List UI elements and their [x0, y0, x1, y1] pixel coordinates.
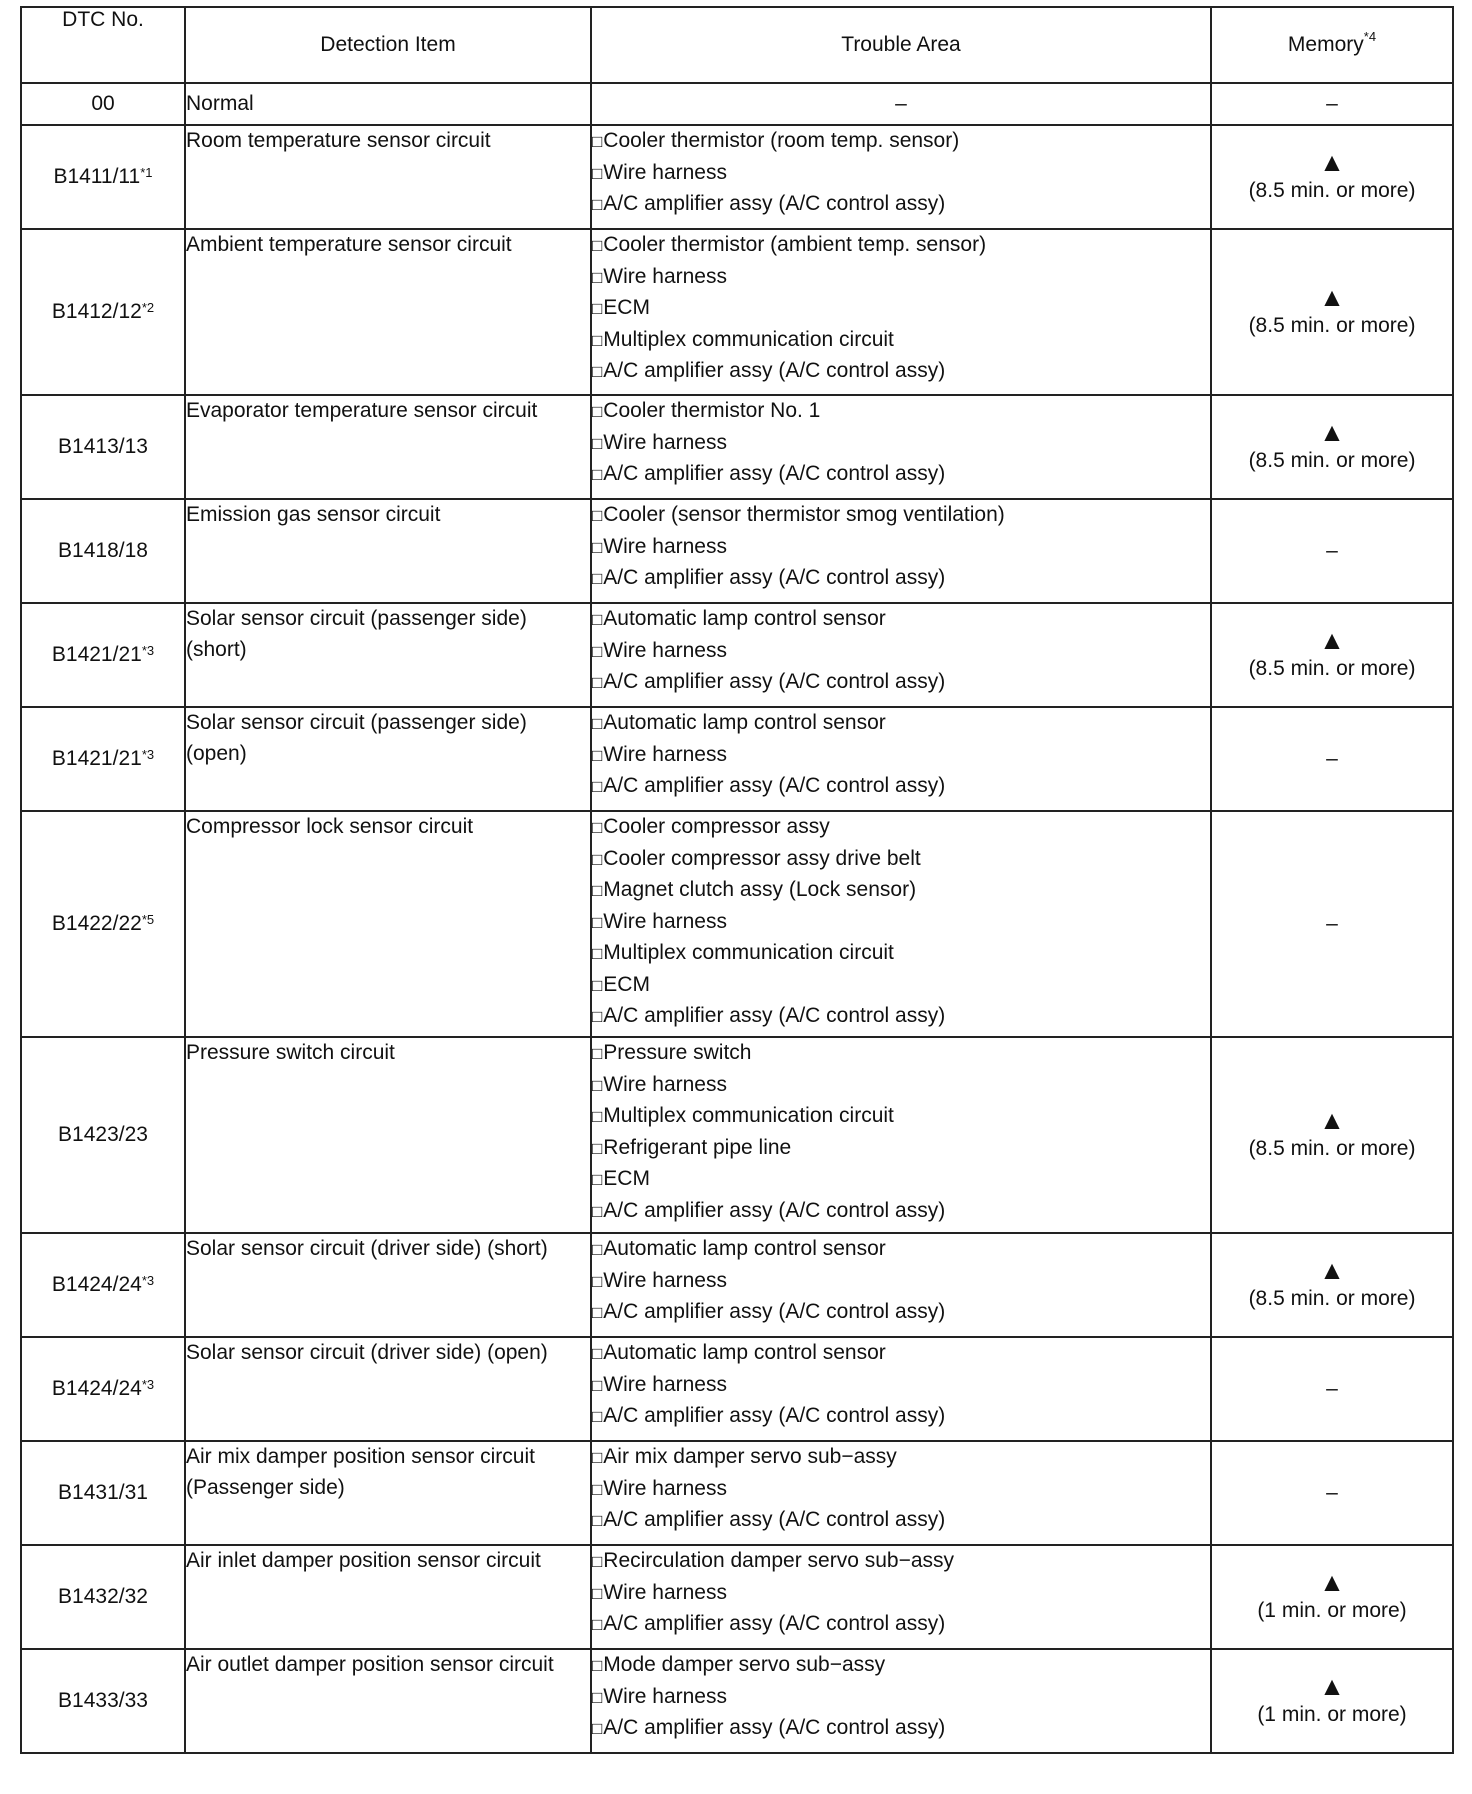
trouble-area-text: A/C amplifier assy (A/C control assy) — [603, 1404, 946, 1427]
detection-item-text: Evaporator temperature sensor circuit — [186, 399, 538, 422]
trouble-area-text: ECM — [603, 296, 650, 319]
dtc-note: *3 — [141, 642, 155, 658]
checkbox-icon: □ — [592, 777, 603, 796]
checkbox-icon: □ — [592, 1656, 603, 1675]
dtc-code: B1412/12 — [51, 299, 142, 323]
trouble-area-text: A/C amplifier assy (A/C control assy) — [603, 566, 946, 589]
detection-item-cell — [185, 1233, 591, 1337]
table-row — [21, 499, 1453, 603]
memory-dash: – — [1326, 911, 1338, 935]
dtc-code: B1421/21 — [51, 642, 142, 666]
detection-item-text: Solar sensor circuit (driver side) (open) — [186, 1341, 548, 1364]
detection-item-cell — [185, 1037, 591, 1233]
trouble-area-item — [592, 262, 1210, 294]
detection-item-text: Air outlet damper position sensor circuit — [186, 1653, 554, 1676]
trouble-area-item — [592, 907, 1210, 939]
table-row — [21, 1233, 1453, 1337]
checkbox-icon: □ — [592, 1107, 603, 1126]
dtc-code-cell — [21, 707, 185, 811]
trouble-area-text: Cooler thermistor No. 1 — [603, 399, 821, 422]
memory-dash: – — [1326, 91, 1338, 115]
dtc-code: 00 — [91, 91, 115, 115]
dtc-code-cell — [21, 125, 185, 229]
trouble-area-cell — [591, 707, 1211, 811]
trouble-area-text: A/C amplifier assy (A/C control assy) — [603, 1612, 946, 1635]
trouble-area-text: A/C amplifier assy (A/C control assy) — [603, 1508, 946, 1531]
trouble-area-item — [592, 1713, 1210, 1745]
memory-cell — [1211, 1649, 1453, 1753]
trouble-area-item — [592, 1609, 1210, 1641]
dtc-note: *2 — [141, 299, 155, 315]
dtc-code-cell — [21, 499, 185, 603]
table-row — [21, 125, 1453, 229]
detection-item-cell — [185, 83, 591, 125]
trouble-area-text: Multiplex communication circuit — [603, 327, 894, 351]
checkbox-icon: □ — [592, 132, 603, 151]
memory-dash: – — [1326, 1376, 1338, 1400]
checkbox-icon: □ — [592, 1138, 603, 1158]
trouble-area-text: A/C amplifier assy (A/C control assy) — [603, 359, 946, 382]
dtc-code-cell — [21, 1337, 185, 1441]
trouble-area-text: A/C amplifier assy (A/C control assy) — [603, 1198, 946, 1222]
table-row — [21, 229, 1453, 395]
trouble-area-item — [592, 1234, 1210, 1266]
dtc-code: B1411/11 — [53, 164, 141, 188]
triangle-icon: ▲ — [1319, 281, 1345, 312]
table-row — [21, 603, 1453, 707]
trouble-area-item — [592, 230, 1210, 262]
trouble-area-text: Air mix damper servo sub−assy — [603, 1445, 897, 1468]
trouble-area-item — [592, 970, 1210, 1002]
trouble-area-item — [592, 1038, 1210, 1070]
trouble-area-text: Pressure switch — [603, 1041, 752, 1064]
triangle-icon: ▲ — [1319, 1566, 1345, 1597]
detection-item-cell — [185, 603, 591, 707]
trouble-area-item — [592, 1164, 1210, 1196]
trouble-area-item — [592, 1297, 1210, 1329]
trouble-area-cell — [591, 603, 1211, 707]
memory-dash: – — [1326, 746, 1338, 770]
checkbox-icon: □ — [592, 1407, 603, 1426]
checkbox-icon: □ — [592, 195, 603, 214]
dtc-note: *5 — [141, 911, 155, 927]
checkbox-icon: □ — [592, 465, 603, 484]
detection-item-cell — [185, 125, 591, 229]
detection-item-cell — [185, 811, 591, 1037]
table-row — [21, 83, 1453, 125]
trouble-area-text: A/C amplifier assy (A/C control assy) — [603, 1004, 946, 1027]
trouble-area-item — [592, 1133, 1210, 1165]
trouble-area-text: Cooler thermistor (ambient temp. sensor) — [603, 233, 987, 256]
trouble-area-cell — [591, 1233, 1211, 1337]
checkbox-icon: □ — [592, 433, 603, 453]
detection-item-text: Solar sensor circuit (driver side) (short) — [186, 1237, 548, 1260]
trouble-area-text: Automatic lamp control sensor — [603, 607, 886, 630]
checkbox-icon: □ — [592, 849, 603, 869]
trouble-area-cell — [591, 1545, 1211, 1649]
trouble-area-text: A/C amplifier assy (A/C control assy) — [603, 774, 946, 797]
trouble-area-text: Mode damper servo sub−assy — [603, 1653, 886, 1676]
memory-cell — [1211, 229, 1453, 395]
trouble-area-item — [592, 1001, 1210, 1033]
memory-duration: (8.5 min. or more) — [1248, 178, 1416, 202]
trouble-area-item — [592, 158, 1210, 190]
trouble-area-item — [592, 708, 1210, 740]
trouble-area-text: Cooler compressor assy — [603, 815, 830, 838]
table-row — [21, 395, 1453, 499]
trouble-area-text: Wire harness — [603, 1476, 727, 1500]
trouble-area-item — [592, 1505, 1210, 1537]
triangle-icon: ▲ — [1319, 624, 1345, 655]
triangle-icon: ▲ — [1319, 1254, 1345, 1285]
trouble-area-cell — [591, 811, 1211, 1037]
checkbox-icon: □ — [592, 1240, 603, 1259]
checkbox-icon: □ — [592, 569, 603, 588]
header-memory-label: Memory — [1287, 33, 1364, 56]
trouble-area-item — [592, 1650, 1210, 1682]
dtc-code: B1423/23 — [58, 1122, 148, 1146]
detection-item-cell — [185, 395, 591, 499]
trouble-area-text: Wire harness — [603, 638, 727, 662]
trouble-area-text: Cooler thermistor (room temp. sensor) — [603, 129, 960, 152]
detection-item-cell — [185, 707, 591, 811]
trouble-area-text: Cooler compressor assy drive belt — [603, 846, 921, 870]
table-row — [21, 1649, 1453, 1753]
checkbox-icon: □ — [592, 673, 603, 692]
table-body — [21, 83, 1453, 1753]
table-row — [21, 1037, 1453, 1233]
table-row — [21, 1545, 1453, 1649]
memory-duration: (1 min. or more) — [1257, 1702, 1407, 1726]
dtc-code: B1421/21 — [51, 746, 142, 770]
checkbox-icon: □ — [592, 1448, 603, 1467]
trouble-area-item — [592, 844, 1210, 876]
trouble-area-item — [592, 459, 1210, 491]
checkbox-icon: □ — [592, 1201, 603, 1221]
checkbox-icon: □ — [592, 912, 603, 932]
trouble-area-dash: – — [895, 91, 907, 115]
header-trouble-area: Trouble Area — [591, 7, 1211, 83]
memory-cell — [1211, 1545, 1453, 1649]
trouble-area-text: Magnet clutch assy (Lock sensor) — [603, 878, 917, 901]
dtc-code: B1424/24 — [51, 1376, 142, 1400]
trouble-area-cell — [591, 83, 1211, 125]
trouble-area-item — [592, 1442, 1210, 1474]
trouble-area-item — [592, 532, 1210, 564]
dtc-code: B1418/18 — [58, 538, 148, 562]
trouble-area-item — [592, 500, 1210, 532]
trouble-area-cell — [591, 499, 1211, 603]
dtc-code: B1431/31 — [58, 1480, 148, 1504]
dtc-code: B1433/33 — [58, 1688, 148, 1712]
checkbox-icon: □ — [592, 299, 603, 318]
trouble-area-text: Wire harness — [603, 1684, 727, 1708]
trouble-area-item — [592, 428, 1210, 460]
dtc-code-cell — [21, 395, 185, 499]
trouble-area-cell — [591, 1649, 1211, 1753]
trouble-area-text: Wire harness — [603, 264, 727, 288]
table-row — [21, 811, 1453, 1037]
checkbox-icon: □ — [592, 1271, 603, 1291]
checkbox-icon: □ — [592, 1479, 603, 1499]
detection-item-cell — [185, 1337, 591, 1441]
memory-cell — [1211, 707, 1453, 811]
checkbox-icon: □ — [592, 1170, 603, 1189]
checkbox-icon: □ — [592, 537, 603, 557]
trouble-area-item — [592, 396, 1210, 428]
detection-item-text: Air inlet damper position sensor circuit — [186, 1549, 541, 1572]
memory-duration: (8.5 min. or more) — [1248, 656, 1416, 680]
detection-item-text: Emission gas sensor circuit — [186, 503, 441, 526]
checkbox-icon: □ — [592, 1075, 603, 1095]
checkbox-icon: □ — [592, 714, 603, 733]
trouble-area-item — [592, 356, 1210, 388]
trouble-area-text: A/C amplifier assy (A/C control assy) — [603, 1300, 946, 1323]
memory-duration: (1 min. or more) — [1257, 1598, 1407, 1622]
trouble-area-text: Wire harness — [603, 1072, 727, 1096]
trouble-area-item — [592, 938, 1210, 970]
trouble-area-text: ECM — [603, 1167, 650, 1190]
memory-cell — [1211, 83, 1453, 125]
trouble-area-text: Cooler (sensor thermistor smog ventilation) — [603, 503, 1005, 526]
trouble-area-item — [592, 189, 1210, 221]
trouble-area-text: A/C amplifier assy (A/C control assy) — [603, 192, 946, 215]
detection-item-text: (Passenger side) — [186, 1475, 345, 1499]
checkbox-icon: □ — [592, 506, 603, 525]
checkbox-icon: □ — [592, 267, 603, 287]
trouble-area-item — [592, 1070, 1210, 1102]
dtc-code: B1424/24 — [51, 1272, 142, 1296]
checkbox-icon: □ — [592, 330, 603, 350]
checkbox-icon: □ — [592, 881, 603, 900]
trouble-area-item — [592, 812, 1210, 844]
checkbox-icon: □ — [592, 610, 603, 629]
checkbox-icon: □ — [592, 1303, 603, 1322]
trouble-area-item — [592, 1682, 1210, 1714]
checkbox-icon: □ — [592, 641, 603, 661]
memory-cell — [1211, 395, 1453, 499]
detection-item-text: Ambient temperature sensor circuit — [186, 233, 512, 256]
dtc-code: B1422/22 — [51, 911, 142, 935]
memory-dash: – — [1326, 538, 1338, 562]
memory-cell — [1211, 125, 1453, 229]
checkbox-icon: □ — [592, 1552, 603, 1571]
detection-item-cell — [185, 1545, 591, 1649]
trouble-area-text: Multiplex communication circuit — [603, 1104, 894, 1127]
dtc-note: *3 — [141, 1376, 155, 1392]
memory-duration: (8.5 min. or more) — [1248, 1136, 1416, 1160]
trouble-area-text: Wire harness — [603, 1580, 727, 1604]
dtc-table — [20, 6, 1454, 1754]
memory-duration: (8.5 min. or more) — [1248, 448, 1416, 472]
table-row — [21, 1337, 1453, 1441]
trouble-area-item — [592, 740, 1210, 772]
dtc-code-cell — [21, 1649, 185, 1753]
trouble-area-item — [592, 1578, 1210, 1610]
trouble-area-text: Wire harness — [603, 160, 727, 184]
trouble-area-item — [592, 325, 1210, 357]
checkbox-icon: □ — [592, 362, 603, 381]
dtc-code-cell — [21, 1545, 185, 1649]
dtc-code: B1413/13 — [58, 434, 148, 458]
dtc-note: *3 — [141, 746, 155, 762]
detection-item-cell — [185, 1441, 591, 1545]
memory-cell — [1211, 811, 1453, 1037]
trouble-area-text: A/C amplifier assy (A/C control assy) — [603, 670, 946, 693]
checkbox-icon: □ — [592, 1375, 603, 1395]
checkbox-icon: □ — [592, 236, 603, 255]
triangle-icon: ▲ — [1319, 1104, 1345, 1135]
trouble-area-item — [592, 1338, 1210, 1370]
trouble-area-item — [592, 563, 1210, 595]
table-row — [21, 707, 1453, 811]
table-row — [21, 1441, 1453, 1545]
dtc-code-cell — [21, 1233, 185, 1337]
memory-cell — [1211, 1233, 1453, 1337]
checkbox-icon: □ — [592, 1007, 603, 1026]
dtc-code-cell — [21, 83, 185, 125]
trouble-area-item — [592, 604, 1210, 636]
detection-item-text: (open) — [186, 741, 247, 765]
memory-duration: (8.5 min. or more) — [1248, 1286, 1416, 1310]
detection-item-text: Solar sensor circuit (passenger side) — [186, 711, 527, 734]
detection-item-cell — [185, 499, 591, 603]
header-dtc-no: DTC No. — [21, 7, 185, 83]
trouble-area-cell — [591, 1441, 1211, 1545]
detection-item-text: (short) — [186, 637, 247, 661]
trouble-area-text: Automatic lamp control sensor — [603, 1237, 886, 1260]
trouble-area-item — [592, 1101, 1210, 1133]
detection-item-cell — [185, 229, 591, 395]
checkbox-icon: □ — [592, 818, 603, 837]
trouble-area-text: Automatic lamp control sensor — [603, 711, 886, 734]
trouble-area-cell — [591, 125, 1211, 229]
trouble-area-item — [592, 1546, 1210, 1578]
trouble-area-text: Wire harness — [603, 1268, 727, 1292]
checkbox-icon: □ — [592, 1583, 603, 1603]
memory-cell — [1211, 1337, 1453, 1441]
trouble-area-text: Refrigerant pipe line — [603, 1135, 792, 1159]
trouble-area-cell — [591, 229, 1211, 395]
memory-cell — [1211, 1441, 1453, 1545]
dtc-code-cell — [21, 603, 185, 707]
trouble-area-text: A/C amplifier assy (A/C control assy) — [603, 462, 946, 485]
header-detection-item: Detection Item — [185, 7, 591, 83]
dtc-code: B1432/32 — [58, 1584, 148, 1608]
checkbox-icon: □ — [592, 1687, 603, 1707]
checkbox-icon: □ — [592, 1719, 603, 1738]
trouble-area-item — [592, 126, 1210, 158]
memory-duration: (8.5 min. or more) — [1248, 313, 1416, 337]
trouble-area-item — [592, 667, 1210, 699]
header-row — [21, 7, 1453, 83]
triangle-icon: ▲ — [1319, 146, 1345, 177]
dtc-note: *3 — [141, 1272, 155, 1288]
trouble-area-cell — [591, 1337, 1211, 1441]
detection-item-text: Room temperature sensor circuit — [186, 129, 491, 152]
checkbox-icon: □ — [592, 1044, 603, 1063]
trouble-area-item — [592, 1474, 1210, 1506]
triangle-icon: ▲ — [1319, 1670, 1345, 1701]
trouble-area-text: Wire harness — [603, 742, 727, 766]
trouble-area-item — [592, 293, 1210, 325]
memory-dash: – — [1326, 1480, 1338, 1504]
checkbox-icon: □ — [592, 975, 603, 995]
detection-item-text: Solar sensor circuit (passenger side) — [186, 607, 527, 630]
checkbox-icon: □ — [592, 1344, 603, 1363]
detection-item-text: Pressure switch circuit — [186, 1041, 395, 1064]
trouble-area-text: Automatic lamp control sensor — [603, 1341, 886, 1364]
checkbox-icon: □ — [592, 402, 603, 421]
checkbox-icon: □ — [592, 163, 603, 183]
detection-item-text: Normal — [186, 91, 254, 115]
trouble-area-item — [592, 636, 1210, 668]
dtc-code-cell — [21, 1037, 185, 1233]
memory-cell — [1211, 499, 1453, 603]
dtc-code-cell — [21, 229, 185, 395]
trouble-area-text: ECM — [603, 972, 650, 996]
trouble-area-cell — [591, 395, 1211, 499]
trouble-area-item — [592, 1196, 1210, 1228]
triangle-icon: ▲ — [1319, 416, 1345, 447]
checkbox-icon: □ — [592, 944, 603, 963]
checkbox-icon: □ — [592, 1615, 603, 1634]
trouble-area-cell — [591, 1037, 1211, 1233]
memory-cell — [1211, 603, 1453, 707]
trouble-area-text: Wire harness — [603, 1372, 727, 1396]
checkbox-icon: □ — [592, 1511, 603, 1530]
dtc-code-cell — [21, 811, 185, 1037]
detection-item-cell — [185, 1649, 591, 1753]
detection-item-text: Air mix damper position sensor circuit — [186, 1445, 535, 1468]
trouble-area-text: A/C amplifier assy (A/C control assy) — [603, 1716, 946, 1739]
trouble-area-text: Wire harness — [603, 534, 727, 558]
detection-item-text: Compressor lock sensor circuit — [186, 815, 474, 838]
memory-cell — [1211, 1037, 1453, 1233]
header-memory — [1211, 7, 1453, 83]
trouble-area-item — [592, 1370, 1210, 1402]
header-memory-note: *4 — [1363, 29, 1377, 44]
trouble-area-text: Wire harness — [603, 430, 727, 454]
dtc-code-cell — [21, 1441, 185, 1545]
trouble-area-text: Recirculation damper servo sub−assy — [603, 1549, 955, 1572]
trouble-area-text: Multiplex communication circuit — [603, 941, 894, 964]
trouble-area-item — [592, 1401, 1210, 1433]
trouble-area-text: Wire harness — [603, 909, 727, 933]
trouble-area-item — [592, 875, 1210, 907]
checkbox-icon: □ — [592, 745, 603, 765]
dtc-note: *1 — [140, 164, 153, 180]
trouble-area-item — [592, 771, 1210, 803]
trouble-area-item — [592, 1266, 1210, 1298]
